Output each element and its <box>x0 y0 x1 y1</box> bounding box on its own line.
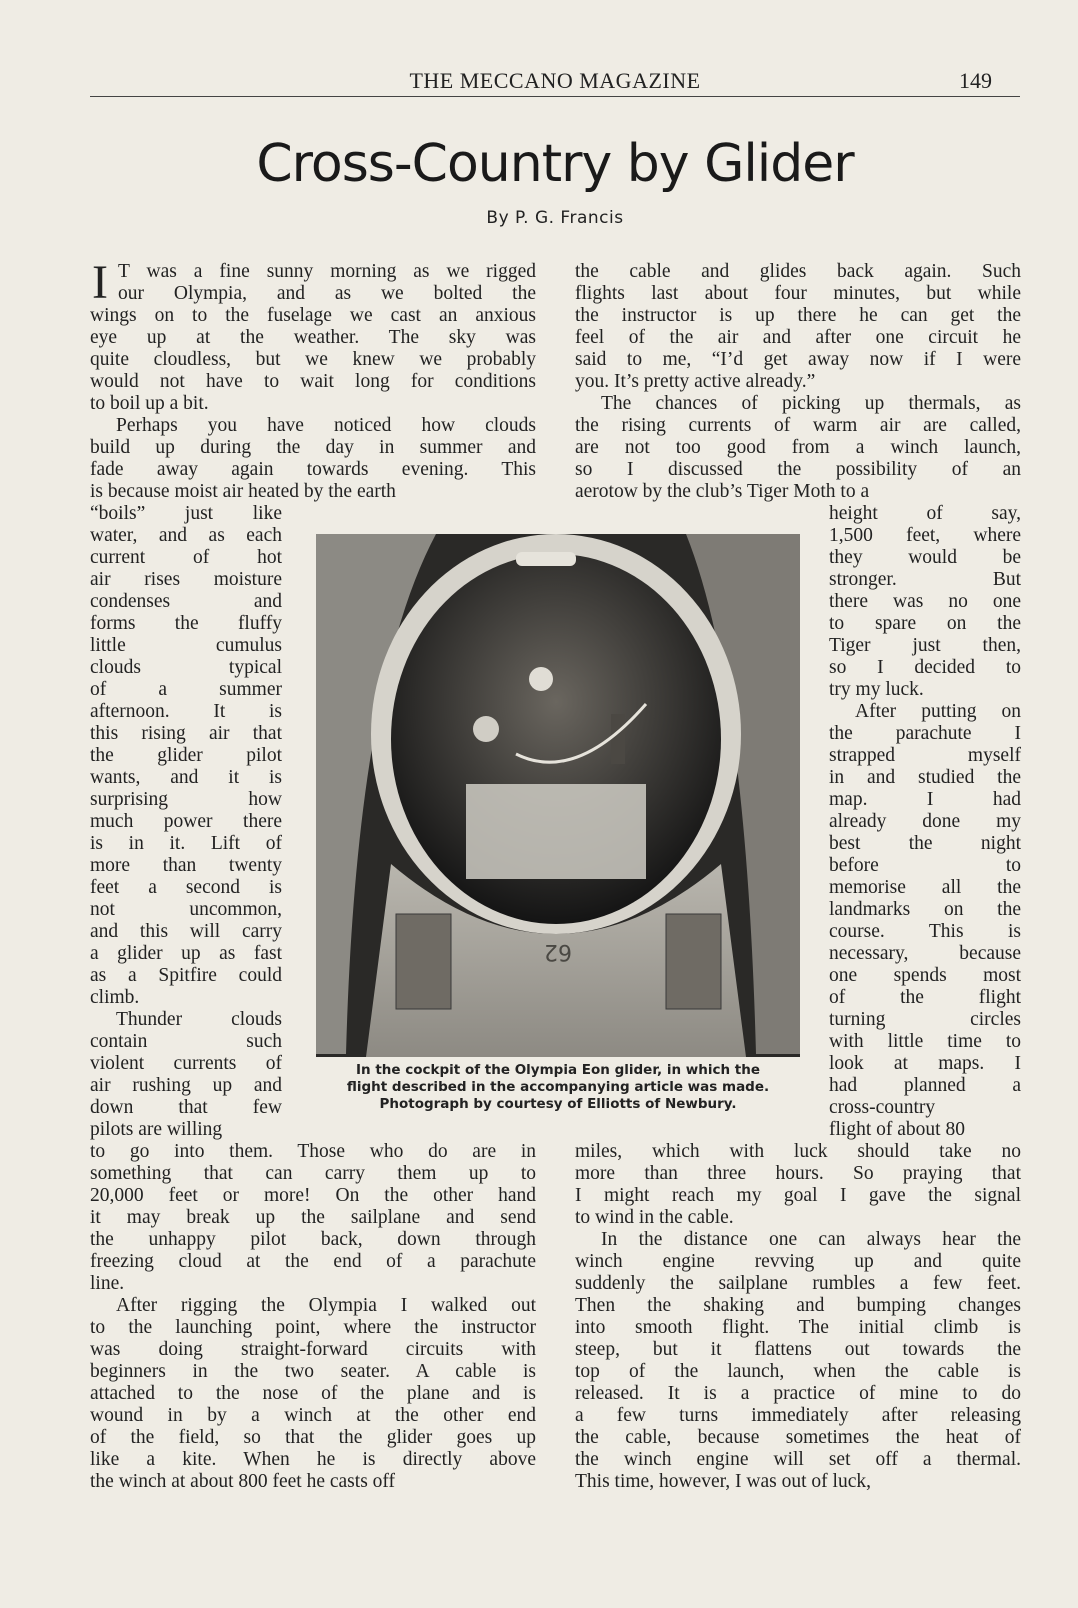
text-line: the cable and glides back again. Such <box>575 261 1021 282</box>
text-line: to wind in the cable. <box>575 1207 734 1228</box>
text-line: one spends most <box>829 965 1021 986</box>
page-number: 149 <box>959 68 992 93</box>
text-line: there was no one <box>829 591 1021 612</box>
text-line: a glider up as fast <box>90 943 282 964</box>
text-line: more than three hours. So praying that <box>575 1163 1021 1184</box>
text-line: 1,500 feet, where <box>829 525 1021 546</box>
text-line: this rising air that <box>90 723 282 744</box>
text-line: current of hot <box>90 547 282 568</box>
text-line: something that can carry them up to <box>90 1163 536 1184</box>
text-line: miles, which with luck should take no <box>575 1141 1021 1162</box>
text-line: height of say, <box>829 503 1021 524</box>
text-line: 20,000 feet or more! On the other hand <box>90 1185 536 1206</box>
text-line: is because moist air heated by the earth <box>90 481 396 502</box>
text-line: flight of about 80 <box>829 1119 965 1140</box>
text-line: in and studied the <box>829 767 1021 788</box>
text-line: I might reach my goal I gave the signal <box>575 1185 1021 1206</box>
text-line: said to me, “I’d get away now if I were <box>575 349 1021 370</box>
photo-caption-line: In the cockpit of the Olympia Eon glider, in which the <box>355 1062 761 1078</box>
text-line: build up during the day in summer and <box>90 437 536 458</box>
text-line: fade away again towards evening. This <box>90 459 536 480</box>
text-line: before to <box>829 855 1021 876</box>
text-line: into smooth flight. The initial climb is <box>575 1317 1021 1338</box>
text-line: to go into them. Those who do are in <box>90 1141 536 1162</box>
text-line: landmarks on the <box>829 899 1021 920</box>
text-line: they would be <box>829 547 1021 568</box>
text-line: freezing cloud at the end of a parachute <box>90 1251 536 1272</box>
text-line: is in it. Lift of <box>90 833 282 854</box>
text-line: climb. <box>90 987 140 1008</box>
text-line: aerotow by the club’s Tiger Moth to a <box>575 481 870 502</box>
text-line: surprising how <box>90 789 282 810</box>
text-line: turning circles <box>829 1009 1021 1030</box>
text-line: the parachute I <box>829 723 1021 744</box>
text-line: After rigging the Olympia I walked out <box>116 1295 536 1316</box>
text-line: the instructor is up there he can get the <box>575 305 1021 326</box>
text-line: afternoon. It is <box>90 701 282 722</box>
photo-caption-line: Photograph by courtesy of Elliotts of Newbury. <box>379 1096 737 1112</box>
text-line: course. This is <box>829 921 1021 942</box>
page-header <box>90 66 1020 97</box>
magazine-title: THE MECCANO MAGAZINE <box>409 68 701 93</box>
text-line: beginners in the two seater. A cable is <box>90 1361 536 1382</box>
text-line: steep, but it flattens out towards the <box>575 1339 1021 1360</box>
text-line: violent currents of <box>90 1053 282 1074</box>
text-line: wings on to the fuselage we cast an anxious <box>90 305 536 326</box>
text-line: contain such <box>90 1031 282 1052</box>
text-line: as a Spitfire could <box>90 965 282 986</box>
text-line: feel of the air and after one circuit he <box>575 327 1021 348</box>
text-line: best the night <box>829 833 1021 854</box>
text-line: air rushing up and <box>90 1075 282 1096</box>
text-line: “boils” just like <box>90 503 282 524</box>
text-line: are not too good from a winch launch, <box>575 437 1021 458</box>
text-line: you. It’s pretty active already.” <box>575 371 816 392</box>
cockpit-photo-illustration <box>316 534 800 1057</box>
text-line: attached to the nose of the plane and is <box>90 1383 536 1404</box>
text-line: so I decided to <box>829 657 1021 678</box>
text-line: much power there <box>90 811 282 832</box>
text-line: and this will carry <box>90 921 282 942</box>
text-line: look at maps. I <box>829 1053 1021 1074</box>
text-line: to the launching point, where the instructor <box>90 1317 536 1338</box>
text-line: cross-country <box>829 1097 936 1118</box>
text-line: T was a fine sunny morning as we rigged <box>118 261 536 282</box>
text-line: of the field, so that the glider goes up <box>90 1427 536 1448</box>
text-line: like a kite. When he is directly above <box>90 1449 536 1470</box>
text-line: winch engine revving up and quite <box>575 1251 1021 1272</box>
text-line: wound in by a winch at the other end <box>90 1405 536 1426</box>
text-line: our Olympia, and as we bolted the <box>118 283 536 304</box>
text-line: In the distance one can always hear the <box>601 1229 1021 1250</box>
text-line: little cumulus <box>90 635 282 656</box>
text-line: to spare on the <box>829 613 1021 634</box>
text-line: Thunder clouds <box>116 1009 282 1030</box>
text-line: it may break up the sailplane and send <box>90 1207 536 1228</box>
text-line: necessary, because <box>829 943 1021 964</box>
text-line: suddenly the sailplane rumbles a few feet. <box>575 1273 1021 1294</box>
text-line: top of the launch, when the cable is <box>575 1361 1021 1382</box>
text-line: of the flight <box>829 987 1021 1008</box>
text-line: a few turns immediately after releasing <box>575 1405 1021 1426</box>
text-line: flights last about four minutes, but while <box>575 283 1021 304</box>
text-line: stronger. But <box>829 569 1021 590</box>
text-line: so I discussed the possibility of an <box>575 459 1021 480</box>
drop-cap: I <box>92 256 108 309</box>
article-byline: By P. G. Francis <box>486 208 624 228</box>
text-line: with little time to <box>829 1031 1021 1052</box>
text-line: air rises moisture <box>90 569 282 590</box>
text-line: pilots are willing <box>90 1119 223 1140</box>
text-line: was doing straight-forward circuits with <box>90 1339 536 1360</box>
text-line: quite cloudless, but we knew we probably <box>90 349 536 370</box>
text-line: The chances of picking up thermals, as <box>601 393 1021 414</box>
text-line: the winch engine will set off a thermal. <box>575 1449 1021 1470</box>
text-line: released. It is a practice of mine to do <box>575 1383 1021 1404</box>
text-line: more than twenty <box>90 855 282 876</box>
text-line: Tiger just then, <box>829 635 1021 656</box>
text-line: eye up at the weather. The sky was <box>90 327 536 348</box>
cockpit-photo <box>316 534 800 1057</box>
text-line: try my luck. <box>829 679 924 700</box>
text-line: to boil up a bit. <box>90 393 209 414</box>
text-line: clouds typical <box>90 657 282 678</box>
text-line: water, and as each <box>90 525 282 546</box>
text-line: the glider pilot <box>90 745 282 766</box>
text-line: the unhappy pilot back, down through <box>90 1229 536 1250</box>
text-line: condenses and <box>90 591 282 612</box>
text-line: map. I had <box>829 789 1021 810</box>
text-line: wants, and it is <box>90 767 282 788</box>
article-title: Cross-Country by Glider <box>256 134 854 194</box>
text-line: After putting on <box>855 701 1021 722</box>
text-line: memorise all the <box>829 877 1021 898</box>
text-line: the cable, because sometimes the heat of <box>575 1427 1021 1448</box>
panel-number: 62 <box>544 939 572 964</box>
text-line: line. <box>90 1273 125 1294</box>
text-line: already done my <box>829 811 1021 832</box>
text-line: the rising currents of warm air are called, <box>575 415 1021 436</box>
text-line: feet a second is <box>90 877 282 898</box>
text-line: not uncommon, <box>90 899 282 920</box>
text-line: strapped myself <box>829 745 1021 766</box>
text-line: Perhaps you have noticed how clouds <box>116 415 536 436</box>
text-line: This time, however, I was out of luck, <box>575 1471 871 1492</box>
text-line: forms the fluffy <box>90 613 282 634</box>
photo-caption-line: flight described in the accompanying article was made. <box>346 1079 770 1095</box>
text-line: the winch at about 800 feet he casts off <box>90 1471 396 1492</box>
text-line: had planned a <box>829 1075 1021 1096</box>
text-line: would not have to wait long for conditions <box>90 371 536 392</box>
text-line: Then the shaking and bumping changes <box>575 1295 1021 1316</box>
text-line: down that few <box>90 1097 282 1118</box>
text-line: of a summer <box>90 679 282 700</box>
